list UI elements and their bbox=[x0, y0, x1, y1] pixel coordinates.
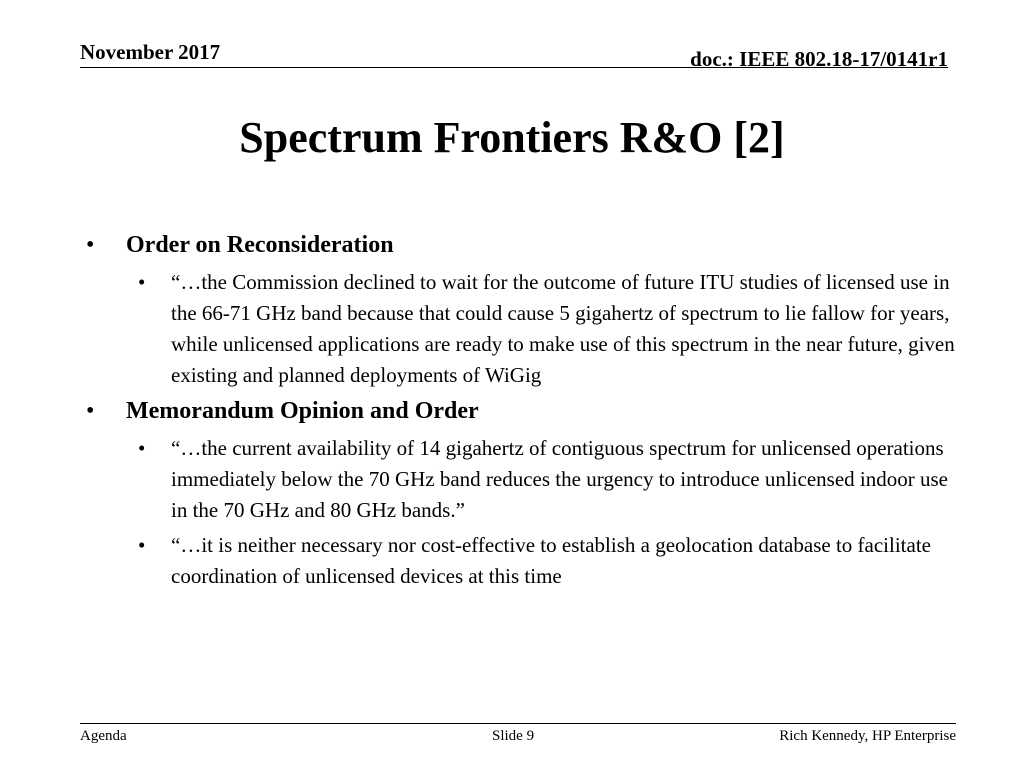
bullet-icon: • bbox=[138, 436, 146, 460]
footer-agenda: Agenda bbox=[80, 728, 127, 744]
sub-bullet-text: “…it is neither necessary nor cost-effective to establish a geolocation database to facilitate coordination of unlicensed devices at this time bbox=[171, 533, 931, 588]
bullet-icon: • bbox=[138, 270, 146, 294]
header-doc-number: doc.: IEEE 802.18-17/0141r1 bbox=[690, 47, 948, 71]
bullet-memorandum-opinion-and-order bbox=[86, 395, 956, 427]
bullet-icon: • bbox=[138, 533, 146, 557]
slide-title: Spectrum Frontiers R&O [2] bbox=[239, 113, 785, 162]
sub-bullet bbox=[126, 433, 956, 526]
bullet-icon: • bbox=[86, 398, 95, 424]
footer-slide-number: Slide 9 bbox=[492, 728, 535, 744]
sub-bullet-text: “…the current availability of 14 gigahertz of contiguous spectrum for unlicensed operations immediately below the 70 GHz band reduces the urgency to introduce unlicensed indoor use in the 70 GHz and 80 GHz bands.” bbox=[171, 436, 948, 522]
bullet-order-on-reconsideration bbox=[86, 229, 956, 261]
sub-bullet-text: “…the Commission declined to wait for the outcome of future ITU studies of licensed use in the 66-71 GHz band because that could cause 5 gigahertz of spectrum to lie fallow for years, while unlicensed applications are ready to make use of this spectrum in the near future, given existing and planned deployments of WiGig bbox=[171, 270, 955, 387]
slide-content bbox=[86, 229, 956, 596]
bullet-icon: • bbox=[86, 232, 95, 258]
bullet-heading: Memorandum Opinion and Order bbox=[126, 398, 479, 424]
sub-bullet bbox=[126, 530, 956, 592]
header-divider bbox=[80, 67, 948, 68]
footer-author: Rich Kennedy, HP Enterprise bbox=[779, 728, 956, 744]
header-date: November 2017 bbox=[80, 40, 221, 64]
sub-bullet bbox=[126, 267, 956, 391]
bullet-heading: Order on Reconsideration bbox=[126, 232, 394, 258]
footer-divider bbox=[80, 723, 956, 724]
